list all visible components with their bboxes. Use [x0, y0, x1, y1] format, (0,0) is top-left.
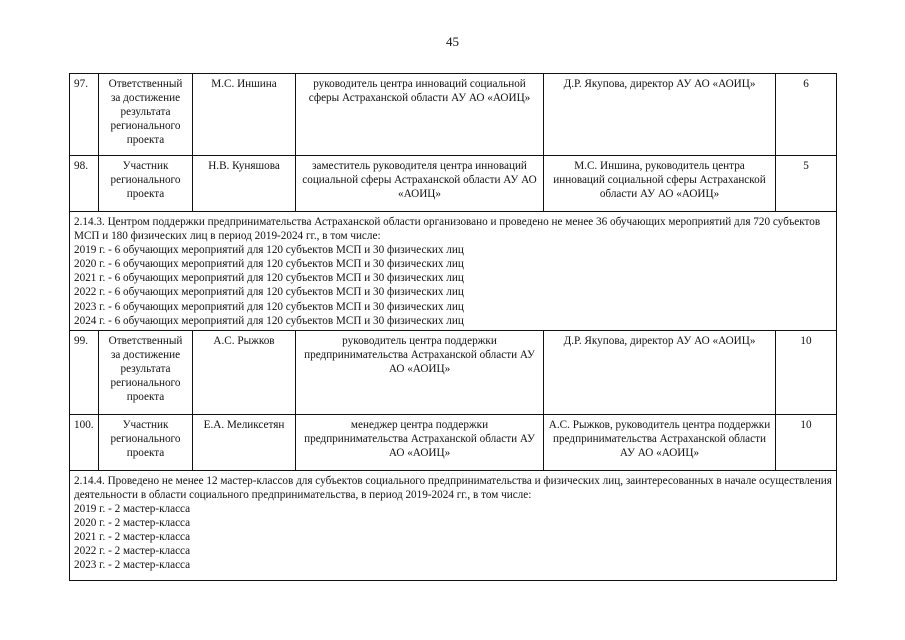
section-line: 2021 г. - 6 обучающих мероприятий для 120 субъектов МСП и 30 физических лиц	[74, 272, 464, 285]
row-role: Участник регионального проекта	[99, 414, 193, 470]
row-person-name: А.С. Рыжков	[193, 330, 296, 414]
row-position: заместитель руководителя центра инноваций социальной сферы Астраханской области АУ АО «АОИЦ»	[296, 156, 544, 212]
section-line: 2020 г. - 6 обучающих мероприятий для 120 субъектов МСП и 30 физических лиц	[74, 258, 464, 271]
row-score: 6	[776, 74, 837, 156]
page-number: 45	[446, 34, 459, 49]
section-line: 2019 г. - 6 обучающих мероприятий для 120 субъектов МСП и 30 физических лиц	[74, 244, 464, 257]
row-number: 97.	[70, 74, 99, 156]
table-row	[70, 156, 837, 212]
responsibility-table	[69, 73, 837, 581]
row-number: 98.	[70, 156, 99, 212]
section-line: 2022 г. - 6 обучающих мероприятий для 120 субъектов МСП и 30 физических лиц	[74, 286, 464, 299]
section-2-14-3	[70, 212, 837, 331]
section-line: 2023 г. - 6 обучающих мероприятий для 120 субъектов МСП и 30 физических лиц	[74, 300, 464, 313]
section-line: 2020 г. - 2 мастер-класса	[74, 517, 191, 530]
row-supervisor: М.С. Иншина, руководитель центра инноваций социальной сферы Астраханской области АУ АО «АОИЦ»	[544, 156, 776, 212]
table-row	[70, 330, 837, 414]
row-person-name: Н.В. Куняшова	[193, 156, 296, 212]
row-score: 10	[776, 330, 837, 414]
row-score: 10	[776, 414, 837, 470]
row-role: Участник регионального проекта	[99, 156, 193, 212]
row-position: руководитель центра инноваций социальной сферы Астраханской области АУ АО «АОИЦ»	[296, 74, 544, 156]
section-line: 2023 г. - 2 мастер-класса	[74, 559, 191, 572]
row-supervisor: Д.Р. Якупова, директор АУ АО «АОИЦ»	[544, 330, 776, 414]
section-line: 2024 г. - 6 обучающих мероприятий для 120 субъектов МСП и 30 физических лиц	[74, 314, 464, 327]
section-line: 2021 г. - 2 мастер-класса	[74, 531, 191, 544]
row-role: Ответственный за достижение результата регионального проекта	[99, 74, 193, 156]
section-line: 2022 г. - 2 мастер-класса	[74, 545, 191, 558]
row-role: Ответственный за достижение результата регионального проекта	[99, 330, 193, 414]
row-supervisor: Д.Р. Якупова, директор АУ АО «АОИЦ»	[544, 74, 776, 156]
table-row	[70, 74, 837, 156]
row-number: 100.	[70, 414, 99, 470]
section-row	[70, 470, 837, 581]
section-2-14-4	[70, 470, 837, 581]
section-heading: 2.14.3. Центром поддержки предпринимательства Астраханской области организовано и проведено не менее 36 обучающих мероприятий для 720 субъектов МСП и 180 физических лиц в период 2019-2024 гг., в том числе:	[74, 216, 821, 243]
section-row	[70, 212, 837, 331]
section-heading: 2.14.4. Проведено не менее 12 мастер-классов для субъектов социального предпринимательства и физических лиц, заинтересованных в начале осуществления деятельности в области социального предпринимательства, в период 2019-2024 гг., в том числе:	[74, 474, 832, 501]
table-row	[70, 414, 837, 470]
row-score: 5	[776, 156, 837, 212]
row-supervisor: А.С. Рыжков, руководитель центра поддержки предпринимательства Астраханской области АУ АО «АОИЦ»	[544, 414, 776, 470]
section-line: 2019 г. - 2 мастер-класса	[74, 502, 191, 515]
row-position: менеджер центра поддержки предпринимательства Астраханской области АУ АО «АОИЦ»	[296, 414, 544, 470]
row-person-name: М.С. Иншина	[193, 74, 296, 156]
row-person-name: Е.А. Меликсетян	[193, 414, 296, 470]
row-position: руководитель центра поддержки предпринимательства Астраханской области АУ АО «АОИЦ»	[296, 330, 544, 414]
row-number: 99.	[70, 330, 99, 414]
